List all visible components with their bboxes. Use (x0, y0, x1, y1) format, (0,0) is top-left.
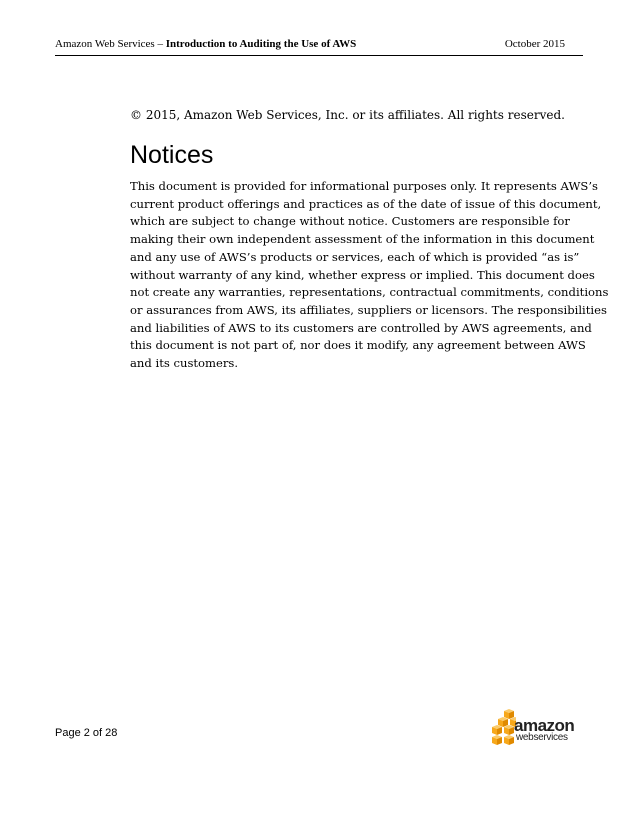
notices-line: and any use of AWS’s products or services, each of which is provided “as is” (130, 249, 580, 264)
notices-body (130, 178, 609, 373)
notices-line: current product offerings and practices as of the date of issue of this document, (130, 196, 602, 211)
logo-word-webservices: webservices (516, 732, 568, 743)
aws-cubes-icon (486, 705, 516, 747)
notices-line: not create any warranties, representations, contractual commitments, conditions (130, 285, 609, 300)
notices-line: which are subject to change without notice. Customers are responsible for (130, 214, 570, 229)
notices-line: without warranty of any kind, whether express or implied. This document does (130, 267, 595, 282)
section-title-notices: Notices (130, 141, 214, 169)
header-divider (55, 55, 583, 56)
header-company: Amazon Web Services – (55, 38, 166, 50)
page-number: Page 2 of 28 (55, 727, 118, 739)
page-header (55, 38, 583, 54)
notices-line: this document is not part of, nor does it modify, any agreement between AWS (130, 338, 586, 353)
notices-line: making their own independent assessment of the information in this document (130, 232, 595, 247)
header-title: Introduction to Auditing the Use of AWS (165, 38, 357, 50)
aws-logo (486, 705, 586, 747)
copyright-notice: © 2015, Amazon Web Services, Inc. or its affiliates. All rights reserved. (130, 108, 565, 122)
notices-line: and its customers. (130, 356, 239, 371)
logo-word-amazon: amazon (514, 716, 575, 735)
header-doc-title (55, 38, 356, 50)
header-date: October 2015 (504, 38, 565, 50)
notices-line: This document is provided for informational purposes only. It represents AWS’s (130, 179, 598, 193)
notices-line: and liabilities of AWS to its customers are controlled by AWS agreements, and (130, 320, 592, 335)
notices-line: or assurances from AWS, its affiliates, suppliers or licensors. The responsibilities (130, 302, 607, 317)
